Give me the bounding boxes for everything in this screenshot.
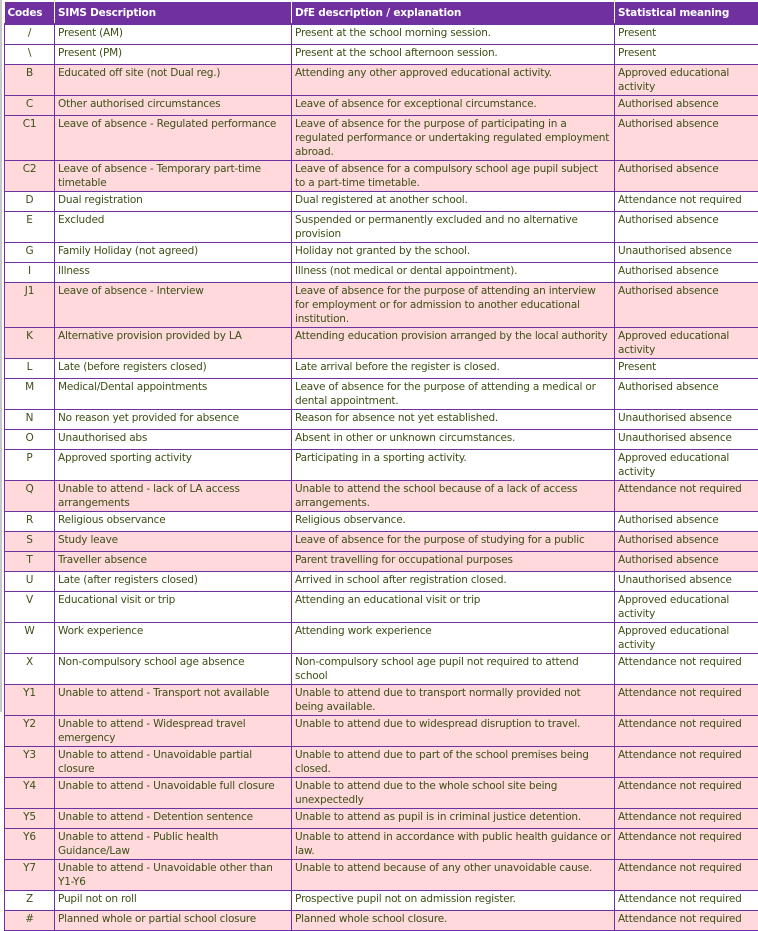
code-cell: Z xyxy=(5,891,55,911)
sims-description-cell: Unable to attend - Unavoidable full closure xyxy=(55,778,292,809)
statistical-meaning-cell: Authorised absence xyxy=(615,96,758,116)
sims-description-cell: Unable to attend - Widespread travel emergency xyxy=(55,716,292,747)
table-row xyxy=(5,24,758,45)
dfe-description-cell: Reason for absence not yet established. xyxy=(292,410,615,430)
statistical-meaning-cell: Attendance not required xyxy=(615,685,758,716)
sims-description-cell: Unauthorised abs xyxy=(55,430,292,450)
dfe-description-cell: Parent travelling for occupational purposes xyxy=(292,552,615,572)
sims-description-cell: Work experience xyxy=(55,623,292,654)
dfe-description-cell: Unable to attend due to widespread disruption to travel. xyxy=(292,716,615,747)
statistical-meaning-cell: Present xyxy=(615,24,758,45)
table-row xyxy=(5,243,758,263)
code-cell: J1 xyxy=(5,283,55,328)
table-row xyxy=(5,860,758,891)
dfe-description-cell: Planned whole school closure. xyxy=(292,911,615,931)
statistical-meaning-cell: Attendance not required xyxy=(615,911,758,931)
dfe-description-cell: Unable to attend due to transport normally provided not being available. xyxy=(292,685,615,716)
dfe-description-cell: Leave of absence for a compulsory school age pupil subject to a part-time timetable. xyxy=(292,161,615,192)
code-cell: Y6 xyxy=(5,829,55,860)
code-cell: B xyxy=(5,65,55,96)
sims-description-cell: No reason yet provided for absence xyxy=(55,410,292,430)
table-row xyxy=(5,328,758,359)
table-row xyxy=(5,809,758,829)
code-cell: T xyxy=(5,552,55,572)
statistical-meaning-cell: Authorised absence xyxy=(615,552,758,572)
dfe-description-cell: Leave of absence for the purpose of attending a medical or dental appointment. xyxy=(292,379,615,410)
code-cell: I xyxy=(5,263,55,283)
sims-description-cell: Unable to attend - lack of LA access arrangements xyxy=(55,481,292,512)
table-row xyxy=(5,379,758,410)
statistical-meaning-cell: Attendance not required xyxy=(615,891,758,911)
dfe-description-cell: Unable to attend as pupil is in criminal justice detention. xyxy=(292,809,615,829)
sims-description-cell: Unable to attend - Public health Guidance/Law xyxy=(55,829,292,860)
dfe-description-cell: Attending education provision arranged by the local authority xyxy=(292,328,615,359)
table-row xyxy=(5,161,758,192)
statistical-meaning-cell: Attendance not required xyxy=(615,747,758,778)
dfe-description-cell: Arrived in school after registration closed. xyxy=(292,572,615,592)
code-cell: Y5 xyxy=(5,809,55,829)
statistical-meaning-cell: Approved educational activity xyxy=(615,450,758,481)
table-row xyxy=(5,96,758,116)
statistical-meaning-cell: Unauthorised absence xyxy=(615,430,758,450)
code-cell: P xyxy=(5,450,55,481)
code-cell: V xyxy=(5,592,55,623)
sims-description-cell: Excluded xyxy=(55,212,292,243)
table-row xyxy=(5,192,758,212)
sims-description-cell: Family Holiday (not agreed) xyxy=(55,243,292,263)
header-dfe-description: DfE description / explanation xyxy=(292,2,615,24)
table-row xyxy=(5,532,758,552)
dfe-description-cell: Leave of absence for the purpose of participating in a regulated performance or undertaking regulated employment abroad. xyxy=(292,116,615,161)
dfe-description-cell: Unable to attend because of any other unavoidable cause. xyxy=(292,860,615,891)
statistical-meaning-cell: Attendance not required xyxy=(615,716,758,747)
table-row xyxy=(5,716,758,747)
statistical-meaning-cell: Authorised absence xyxy=(615,283,758,328)
dfe-description-cell: Dual registered at another school. xyxy=(292,192,615,212)
header-statistical-meaning: Statistical meaning xyxy=(615,2,758,24)
statistical-meaning-cell: Attendance not required xyxy=(615,778,758,809)
statistical-meaning-cell: Attendance not required xyxy=(615,192,758,212)
attendance-codes-table xyxy=(4,2,758,931)
statistical-meaning-cell: Attendance not required xyxy=(615,860,758,891)
statistical-meaning-cell: Unauthorised absence xyxy=(615,410,758,430)
code-cell: \ xyxy=(5,45,55,65)
table-row xyxy=(5,592,758,623)
sims-description-cell: Study leave xyxy=(55,532,292,552)
statistical-meaning-cell: Authorised absence xyxy=(615,116,758,161)
table-row xyxy=(5,685,758,716)
header-codes: Codes xyxy=(5,2,55,24)
header-row xyxy=(5,2,758,24)
sims-description-cell: Non-compulsory school age absence xyxy=(55,654,292,685)
code-cell: Y3 xyxy=(5,747,55,778)
code-cell: L xyxy=(5,359,55,379)
statistical-meaning-cell: Present xyxy=(615,359,758,379)
dfe-description-cell: Suspended or permanently excluded and no alternative provision xyxy=(292,212,615,243)
table-row xyxy=(5,552,758,572)
sims-description-cell: Traveller absence xyxy=(55,552,292,572)
sims-description-cell: Approved sporting activity xyxy=(55,450,292,481)
table-row xyxy=(5,359,758,379)
dfe-description-cell: Present at the school morning session. xyxy=(292,24,615,45)
dfe-description-cell: Attending work experience xyxy=(292,623,615,654)
sims-description-cell: Educational visit or trip xyxy=(55,592,292,623)
table-row xyxy=(5,283,758,328)
code-cell: / xyxy=(5,24,55,45)
table-row xyxy=(5,654,758,685)
code-cell: X xyxy=(5,654,55,685)
dfe-description-cell: Leave of absence for the purpose of attending an interview for employment or for admission to another educational institution. xyxy=(292,283,615,328)
code-cell: Y2 xyxy=(5,716,55,747)
statistical-meaning-cell: Approved educational activity xyxy=(615,592,758,623)
sims-description-cell: Unable to attend - Unavoidable other than Y1-Y6 xyxy=(55,860,292,891)
dfe-description-cell: Religious observance. xyxy=(292,512,615,532)
code-cell: C1 xyxy=(5,116,55,161)
code-cell: O xyxy=(5,430,55,450)
dfe-description-cell: Present at the school afternoon session. xyxy=(292,45,615,65)
dfe-description-cell: Holiday not granted by the school. xyxy=(292,243,615,263)
statistical-meaning-cell: Approved educational activity xyxy=(615,328,758,359)
sims-description-cell: Leave of absence - Regulated performance xyxy=(55,116,292,161)
table-row xyxy=(5,512,758,532)
sims-description-cell: Illness xyxy=(55,263,292,283)
table-row xyxy=(5,778,758,809)
table-row xyxy=(5,623,758,654)
dfe-description-cell: Unable to attend the school because of a lack of access arrangements. xyxy=(292,481,615,512)
code-cell: N xyxy=(5,410,55,430)
statistical-meaning-cell: Present xyxy=(615,45,758,65)
dfe-description-cell: Unable to attend in accordance with public health guidance or law. xyxy=(292,829,615,860)
table-row xyxy=(5,116,758,161)
sims-description-cell: Unable to attend - Transport not available xyxy=(55,685,292,716)
dfe-description-cell: Prospective pupil not on admission register. xyxy=(292,891,615,911)
code-cell: # xyxy=(5,911,55,931)
header-sims-description: SIMS Description xyxy=(55,2,292,24)
table-row xyxy=(5,747,758,778)
sims-description-cell: Present (AM) xyxy=(55,24,292,45)
statistical-meaning-cell: Attendance not required xyxy=(615,654,758,685)
code-cell: K xyxy=(5,328,55,359)
sims-description-cell: Pupil not on roll xyxy=(55,891,292,911)
code-cell: R xyxy=(5,512,55,532)
dfe-description-cell: Late arrival before the register is closed. xyxy=(292,359,615,379)
table-row xyxy=(5,911,758,931)
table-row xyxy=(5,45,758,65)
statistical-meaning-cell: Authorised absence xyxy=(615,263,758,283)
statistical-meaning-cell: Attendance not required xyxy=(615,829,758,860)
code-cell: U xyxy=(5,572,55,592)
sims-description-cell: Leave of absence - Temporary part-time timetable xyxy=(55,161,292,192)
table-body xyxy=(5,24,758,931)
table-row xyxy=(5,430,758,450)
dfe-description-cell: Unable to attend due to part of the school premises being closed. xyxy=(292,747,615,778)
table-row xyxy=(5,410,758,430)
dfe-description-cell: Absent in other or unknown circumstances. xyxy=(292,430,615,450)
code-cell: E xyxy=(5,212,55,243)
statistical-meaning-cell: Approved educational activity xyxy=(615,65,758,96)
sims-description-cell: Alternative provision provided by LA xyxy=(55,328,292,359)
table-row xyxy=(5,212,758,243)
sims-description-cell: Religious observance xyxy=(55,512,292,532)
table-row xyxy=(5,481,758,512)
code-cell: W xyxy=(5,623,55,654)
code-cell: Q xyxy=(5,481,55,512)
dfe-description-cell: Unable to attend due to the whole school site being unexpectedly xyxy=(292,778,615,809)
statistical-meaning-cell: Approved educational activity xyxy=(615,623,758,654)
dfe-description-cell: Illness (not medical or dental appointment). xyxy=(292,263,615,283)
code-cell: S xyxy=(5,532,55,552)
sims-description-cell: Unable to attend - Unavoidable partial closure xyxy=(55,747,292,778)
statistical-meaning-cell: Unauthorised absence xyxy=(615,572,758,592)
code-cell: M xyxy=(5,379,55,410)
dfe-description-cell: Leave of absence for exceptional circumstance. xyxy=(292,96,615,116)
statistical-meaning-cell: Authorised absence xyxy=(615,379,758,410)
statistical-meaning-cell: Attendance not required xyxy=(615,809,758,829)
code-cell: Y4 xyxy=(5,778,55,809)
code-cell: G xyxy=(5,243,55,263)
sims-description-cell: Dual registration xyxy=(55,192,292,212)
sims-description-cell: Present (PM) xyxy=(55,45,292,65)
sims-description-cell: Other authorised circumstances xyxy=(55,96,292,116)
table-row xyxy=(5,572,758,592)
sims-description-cell: Late (before registers closed) xyxy=(55,359,292,379)
statistical-meaning-cell: Authorised absence xyxy=(615,212,758,243)
statistical-meaning-cell: Authorised absence xyxy=(615,532,758,552)
table-row xyxy=(5,450,758,481)
statistical-meaning-cell: Unauthorised absence xyxy=(615,243,758,263)
table-row xyxy=(5,891,758,911)
table-row xyxy=(5,263,758,283)
table-row xyxy=(5,65,758,96)
sims-description-cell: Late (after registers closed) xyxy=(55,572,292,592)
code-cell: C xyxy=(5,96,55,116)
dfe-description-cell: Leave of absence for the purpose of studying for a public xyxy=(292,532,615,552)
dfe-description-cell: Non-compulsory school age pupil not required to attend school xyxy=(292,654,615,685)
sims-description-cell: Medical/Dental appointments xyxy=(55,379,292,410)
sims-description-cell: Planned whole or partial school closure xyxy=(55,911,292,931)
code-cell: Y1 xyxy=(5,685,55,716)
sims-description-cell: Unable to attend - Detention sentence xyxy=(55,809,292,829)
dfe-description-cell: Attending any other approved educational activity. xyxy=(292,65,615,96)
sims-description-cell: Educated off site (not Dual reg.) xyxy=(55,65,292,96)
code-cell: D xyxy=(5,192,55,212)
statistical-meaning-cell: Authorised absence xyxy=(615,512,758,532)
table-row xyxy=(5,829,758,860)
statistical-meaning-cell: Attendance not required xyxy=(615,481,758,512)
sims-description-cell: Leave of absence - Interview xyxy=(55,283,292,328)
statistical-meaning-cell: Authorised absence xyxy=(615,161,758,192)
code-cell: C2 xyxy=(5,161,55,192)
dfe-description-cell: Participating in a sporting activity. xyxy=(292,450,615,481)
code-cell: Y7 xyxy=(5,860,55,891)
dfe-description-cell: Attending an educational visit or trip xyxy=(292,592,615,623)
